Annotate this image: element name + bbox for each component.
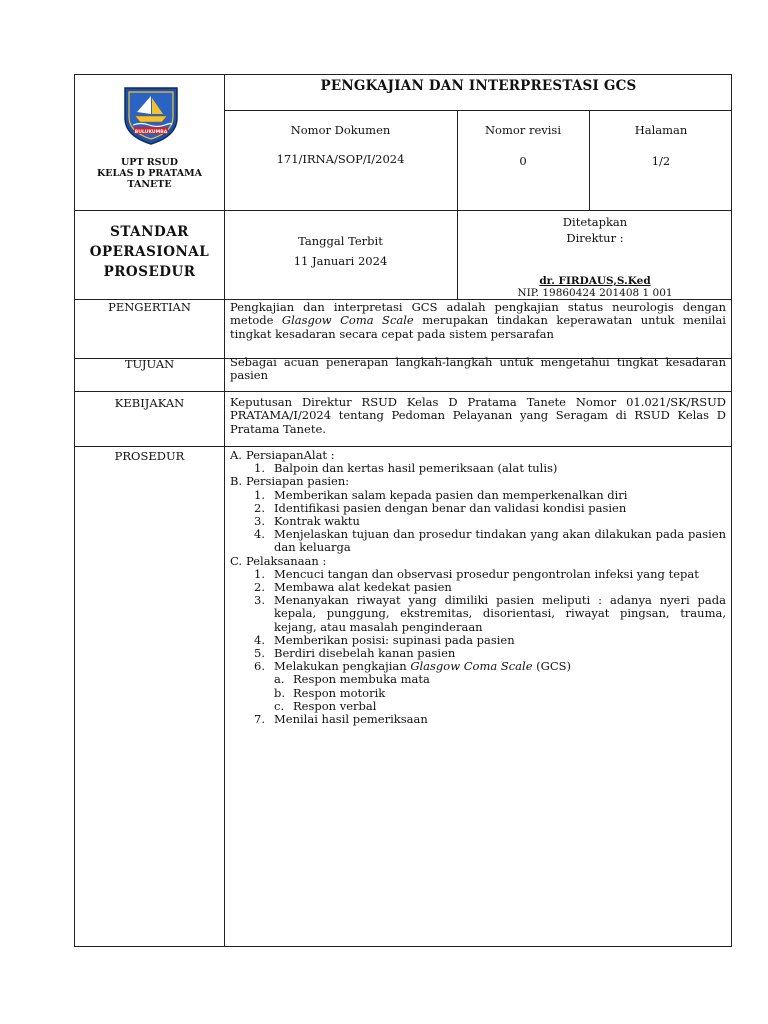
section-text-pengertian: Pengkajian dan interpretasi GCS adalah pengkajian status neurologis dengan metode Glasgow Coma Scale merupakan tindakan keperawatan untuk menilai tingkat kesadaran secara cepat pada sistem persarafan (230, 300, 726, 341)
sop-heading: STANDAR OPERASIONAL PROSEDUR (89, 224, 210, 280)
divider (75, 391, 731, 392)
list-item: 4. Menjelaskan tujuan dan prosedur tindakan yang akan dilakukan pada pasien dan keluarga (254, 527, 726, 555)
list-item: 3. Menanyakan riwayat yang dimiliki pasien meliputi : adanya nyeri pada kepala, punggung, ekstremitas, disorientasi, riwayat pingsan, trauma, kejang, atau masalah penginderaan (254, 593, 726, 634)
list-item: 5. Berdiri disebelah kanan pasien (254, 646, 456, 661)
list-item: 3. Kontrak waktu (254, 514, 360, 529)
procedure-list (230, 449, 726, 726)
list-item: 4. Memberikan posisi: supinasi pada pasien (254, 632, 515, 647)
divider (224, 110, 731, 111)
procedure-group-a: A. PersiapanAlat : 1. Balpoin dan kertas hasil pemeriksaan (alat tulis) (230, 449, 726, 475)
sop-document-frame (74, 74, 732, 947)
list-item: c. Respon verbal (274, 698, 377, 713)
issue-date: 11 Januari 2024 (293, 254, 388, 268)
list-item: 6. Melakukan pengkajian Glasgow Coma Scale (GCS) a. Respon membuka mata b. Respon motorik c. Respon verbal (254, 660, 726, 713)
divider (457, 110, 458, 299)
doc-number: 171/IRNA/SOP/I/2024 (276, 152, 405, 166)
divider (224, 75, 225, 946)
hospital-logo (121, 84, 181, 146)
divider (75, 446, 731, 447)
revision-label: Nomor revisi (484, 123, 562, 137)
doc-number-label: Nomor Dokumen (290, 123, 391, 137)
divider (75, 210, 731, 211)
approval-block: Ditetapkan Direktur : (562, 215, 628, 245)
procedure-group-c: C. Pelaksanaan : 1. Mencuci tangan dan observasi prosedur pengontrolan infeksi yang tepat 2. Membawa alat kedekat pasien 3. Menanyakan riwayat yang dimiliki pasien meliputi : adanya nyeri pada kepala, punggung, ekstremitas, disorientasi, riwayat pingsan, trauma, kejang, atau masalah penginderaan 4. Memberikan posisi: supinasi pada pasien 5. Berdiri disebelah kanan pasien 6. Melakukan pengkajian Glasgow Coma Scale (GCS) a. Respon membuka mata b. Respon motorik c. Respon verbal 7. Menilai hasil pemeriksaan (230, 553, 726, 727)
document-title: PENGKAJIAN DAN INTERPRESTASI GCS (320, 78, 637, 94)
svg-text:BULUKUMBA: BULUKUMBA (134, 129, 168, 135)
section-label-prosedur: PROSEDUR (114, 449, 185, 463)
list-item: a. Respon membuka mata (274, 672, 430, 687)
revision-number: 0 (519, 154, 527, 168)
list-item: b. Respon motorik (274, 685, 386, 700)
organization-name: UPT RSUD KELAS D PRATAMA TANETE (97, 157, 202, 190)
list-item: 1. Mencuci tangan dan observasi prosedur pengontrolan infeksi yang tepat (254, 566, 699, 581)
list-item: 1. Balpoin dan kertas hasil pemeriksaan (alat tulis) (254, 461, 558, 476)
list-item: 2. Identifikasi pasien dengan benar dan validasi kondisi pasien (254, 500, 627, 515)
section-text-kebijakan: Keputusan Direktur RSUD Kelas D Pratama Tanete Nomor 01.021/SK/RSUD PRATAMA/I/2024 tentang Pedoman Pelayanan yang Seragam di RSUD Kelas D Pratama Tanete. (230, 395, 726, 436)
list-item: 1. Memberikan salam kepada pasien dan memperkenalkan diri (254, 487, 628, 502)
section-text-tujuan: Sebagai acuan penerapan langkah-langkah untuk mengetahui tingkat kesadaran pasien (230, 355, 726, 383)
director-nip: NIP. 19860424 201408 1 001 (517, 287, 673, 299)
page-number: 1/2 (651, 154, 671, 168)
procedure-group-b: B. Persiapan pasien: 1. Memberikan salam kepada pasien dan memperkenalkan diri 2. Identifikasi pasien dengan benar dan validasi kondisi pasien 3. Kontrak waktu 4. Menjelaskan tujuan dan prosedur tindakan yang akan dilakukan pada pasien dan keluarga (230, 474, 726, 555)
list-item: 2. Membawa alat kedekat pasien (254, 580, 452, 595)
section-label-tujuan: TUJUAN (124, 357, 175, 371)
issue-date-label: Tanggal Terbit (298, 234, 383, 248)
emblem-icon (121, 84, 181, 146)
section-label-kebijakan: KEBIJAKAN (114, 396, 185, 410)
list-item: 7. Menilai hasil pemeriksaan (254, 712, 428, 727)
director-signature (457, 275, 733, 299)
page-label: Halaman (634, 123, 688, 137)
section-label-pengertian: PENGERTIAN (108, 300, 191, 314)
director-name: dr. FIRDAUS,S.Ked (539, 275, 651, 287)
